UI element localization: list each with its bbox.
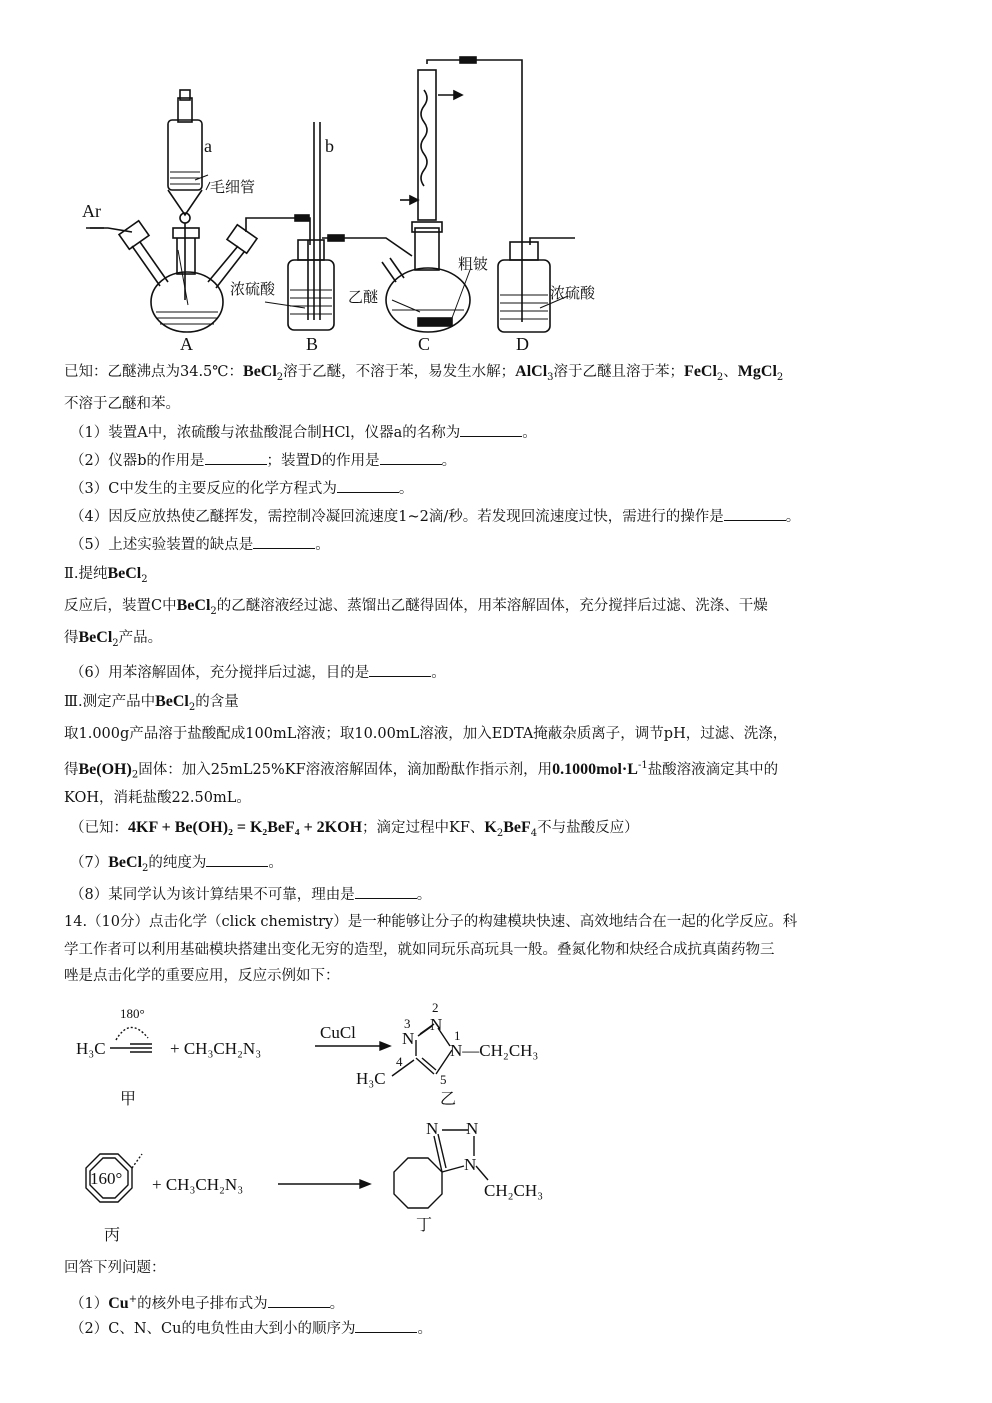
position-4: 4 xyxy=(396,1054,403,1069)
angle-160: 160° xyxy=(90,1169,123,1188)
reaction-2-diagram xyxy=(70,1118,590,1248)
position-2: 2 xyxy=(432,1000,439,1015)
known-line-1: 已知：乙醚沸点为34.5℃：BeCl$_2$溶于乙醚，不溶于苯，易发生水解；AlCl$_3$溶于乙醚且溶于苯；FeCl$_2$、MgCl$_2$ xyxy=(64,363,784,383)
label-yi: 乙 xyxy=(440,1089,457,1108)
crude-be-label: 粗铍 xyxy=(458,255,489,273)
section-2-para-2: 得BeCl$_2$产品。 xyxy=(64,629,163,649)
triazole-n1-ethyl: N—CH₂CH₃ xyxy=(450,1041,539,1060)
label-ding: 丁 xyxy=(416,1215,433,1234)
ether-label: 乙醚 xyxy=(348,288,379,306)
triazole-n2: N xyxy=(430,1015,443,1034)
answer-blank[interactable] xyxy=(355,1318,417,1333)
label-b: b xyxy=(325,136,334,156)
question-5: （5）上述实验装置的缺点是 。 xyxy=(70,534,940,555)
reactant-h3c: H₃C xyxy=(76,1039,106,1058)
question-6: （6）用苯溶解固体，充分搅拌后过滤，目的是 。 xyxy=(70,662,940,683)
question-3: （3）C中发生的主要反应的化学方程式为 。 xyxy=(70,478,940,499)
answer-blank[interactable] xyxy=(355,884,417,899)
answer-blank[interactable] xyxy=(206,852,268,867)
label-D: D xyxy=(516,334,529,354)
question-8: （8）某同学认为该计算结果不可靠，理由是 。 xyxy=(70,884,940,905)
answer-q2: （2）C、N、Cu的电负性由大到小的顺序为 。 xyxy=(70,1318,940,1339)
triazole-n3: N xyxy=(402,1029,415,1048)
answer-blank[interactable] xyxy=(460,422,522,437)
known-line-2: 不溶于乙醚和苯。 xyxy=(64,396,180,412)
answer-q1: （1）Cu+的核外电子排布式为 。 xyxy=(70,1294,345,1312)
product2-n-a: N xyxy=(426,1119,439,1138)
answer-blank[interactable] xyxy=(369,662,431,677)
section-3-title: Ⅲ.测定产品中BeCl$_2$的含量 xyxy=(64,693,239,713)
conc-h2so4-d-label: 浓硫酸 xyxy=(550,284,596,302)
label-bing: 丙 xyxy=(104,1225,121,1244)
q14-line-1: 14.（10分）点击化学（click chemistry）是一种能够让分子的构建模块快速、高效地结合在一起的化学反应。科 xyxy=(64,914,798,930)
q14-line-2: 学工作者可以利用基础模块搭建出变化无穷的造型，就如同玩乐高玩具一般。叠氮化物和炔经合成抗真菌药物三 xyxy=(64,942,775,958)
answer-blank[interactable] xyxy=(268,1293,330,1308)
section-3-para-3: KOH，消耗盐酸22.50mL。 xyxy=(64,790,251,806)
azide-2: + CH₃CH₂N₃ xyxy=(152,1175,244,1194)
section-2-para-1: 反应后，装置C中BeCl$_2$的乙醚溶液经过滤、蒸馏出乙醚得固体，用苯溶解固体，充分搅拌后过滤、洗涤、干燥 xyxy=(64,597,768,617)
product-methyl: H₃C xyxy=(356,1069,386,1088)
apparatus-diagram xyxy=(60,50,620,355)
label-C: C xyxy=(418,334,431,354)
label-A: A xyxy=(180,334,193,354)
product2-n-b: N xyxy=(466,1119,479,1138)
position-3: 3 xyxy=(404,1016,411,1031)
answer-intro: 回答下列问题： xyxy=(64,1260,166,1276)
conc-h2so4-b-label: 浓硫酸 xyxy=(230,280,276,298)
capillary-label: 毛细管 xyxy=(210,178,256,196)
known-equation: （已知：4KF + Be(OH)₂ = K₂BeF₄ + 2KOH；滴定过程中KF、$K_2BeF_4$不与盐酸反应） xyxy=(70,819,639,839)
label-B: B xyxy=(306,334,319,354)
catalyst-cucl: CuCl xyxy=(320,1023,356,1042)
answer-blank[interactable] xyxy=(380,450,442,465)
section-3-para-1: 取1.000g产品溶于盐酸配成100mL溶液；取10.00mL溶液，加入EDTA掩蔽杂质离子，调节pH，过滤、洗涤， xyxy=(64,726,788,742)
answer-blank[interactable] xyxy=(253,534,315,549)
question-4: （4）因反应放热使乙醚挥发，需控制冷凝回流速度1~2滴/秒。若发现回流速度过快，需进行的操作是 。 xyxy=(70,506,940,527)
label-a: a xyxy=(204,136,212,156)
ar-label: Ar xyxy=(82,201,101,221)
position-5: 5 xyxy=(440,1072,447,1087)
answer-blank[interactable] xyxy=(337,478,399,493)
answer-blank[interactable] xyxy=(724,506,786,521)
question-7: （7）BeCl$_2$的纯度为 。 xyxy=(70,854,283,874)
label-jia: 甲 xyxy=(120,1089,137,1108)
q14-line-3: 唑是点击化学的重要应用，反应示例如下： xyxy=(64,968,340,984)
product2-n-c: N xyxy=(464,1155,477,1174)
azide-1: + CH₃CH₂N₃ xyxy=(170,1039,262,1058)
reaction-1-diagram xyxy=(70,1000,590,1120)
section-2-title: Ⅱ.提纯BeCl$_2$ xyxy=(64,565,148,585)
question-1: （1）装置A中，浓硫酸与浓盐酸混合制HCl，仪器a的名称为 。 xyxy=(70,422,940,443)
product2-ethyl: CH₂CH₃ xyxy=(484,1181,544,1200)
position-1: 1 xyxy=(454,1028,461,1043)
section-3-para-2: 得$Be(OH)_2$固体：加入25mL25%KF溶液溶解固体，滴加酚酞作指示剂，用$0.1000mol\cdot L^{-1}$盐酸溶液滴定其中的 xyxy=(64,760,779,781)
angle-180: 180° xyxy=(120,1006,145,1021)
question-2: （2）仪器b的作用是 ；装置D的作用是 。 xyxy=(70,450,940,471)
answer-blank[interactable] xyxy=(205,450,267,465)
